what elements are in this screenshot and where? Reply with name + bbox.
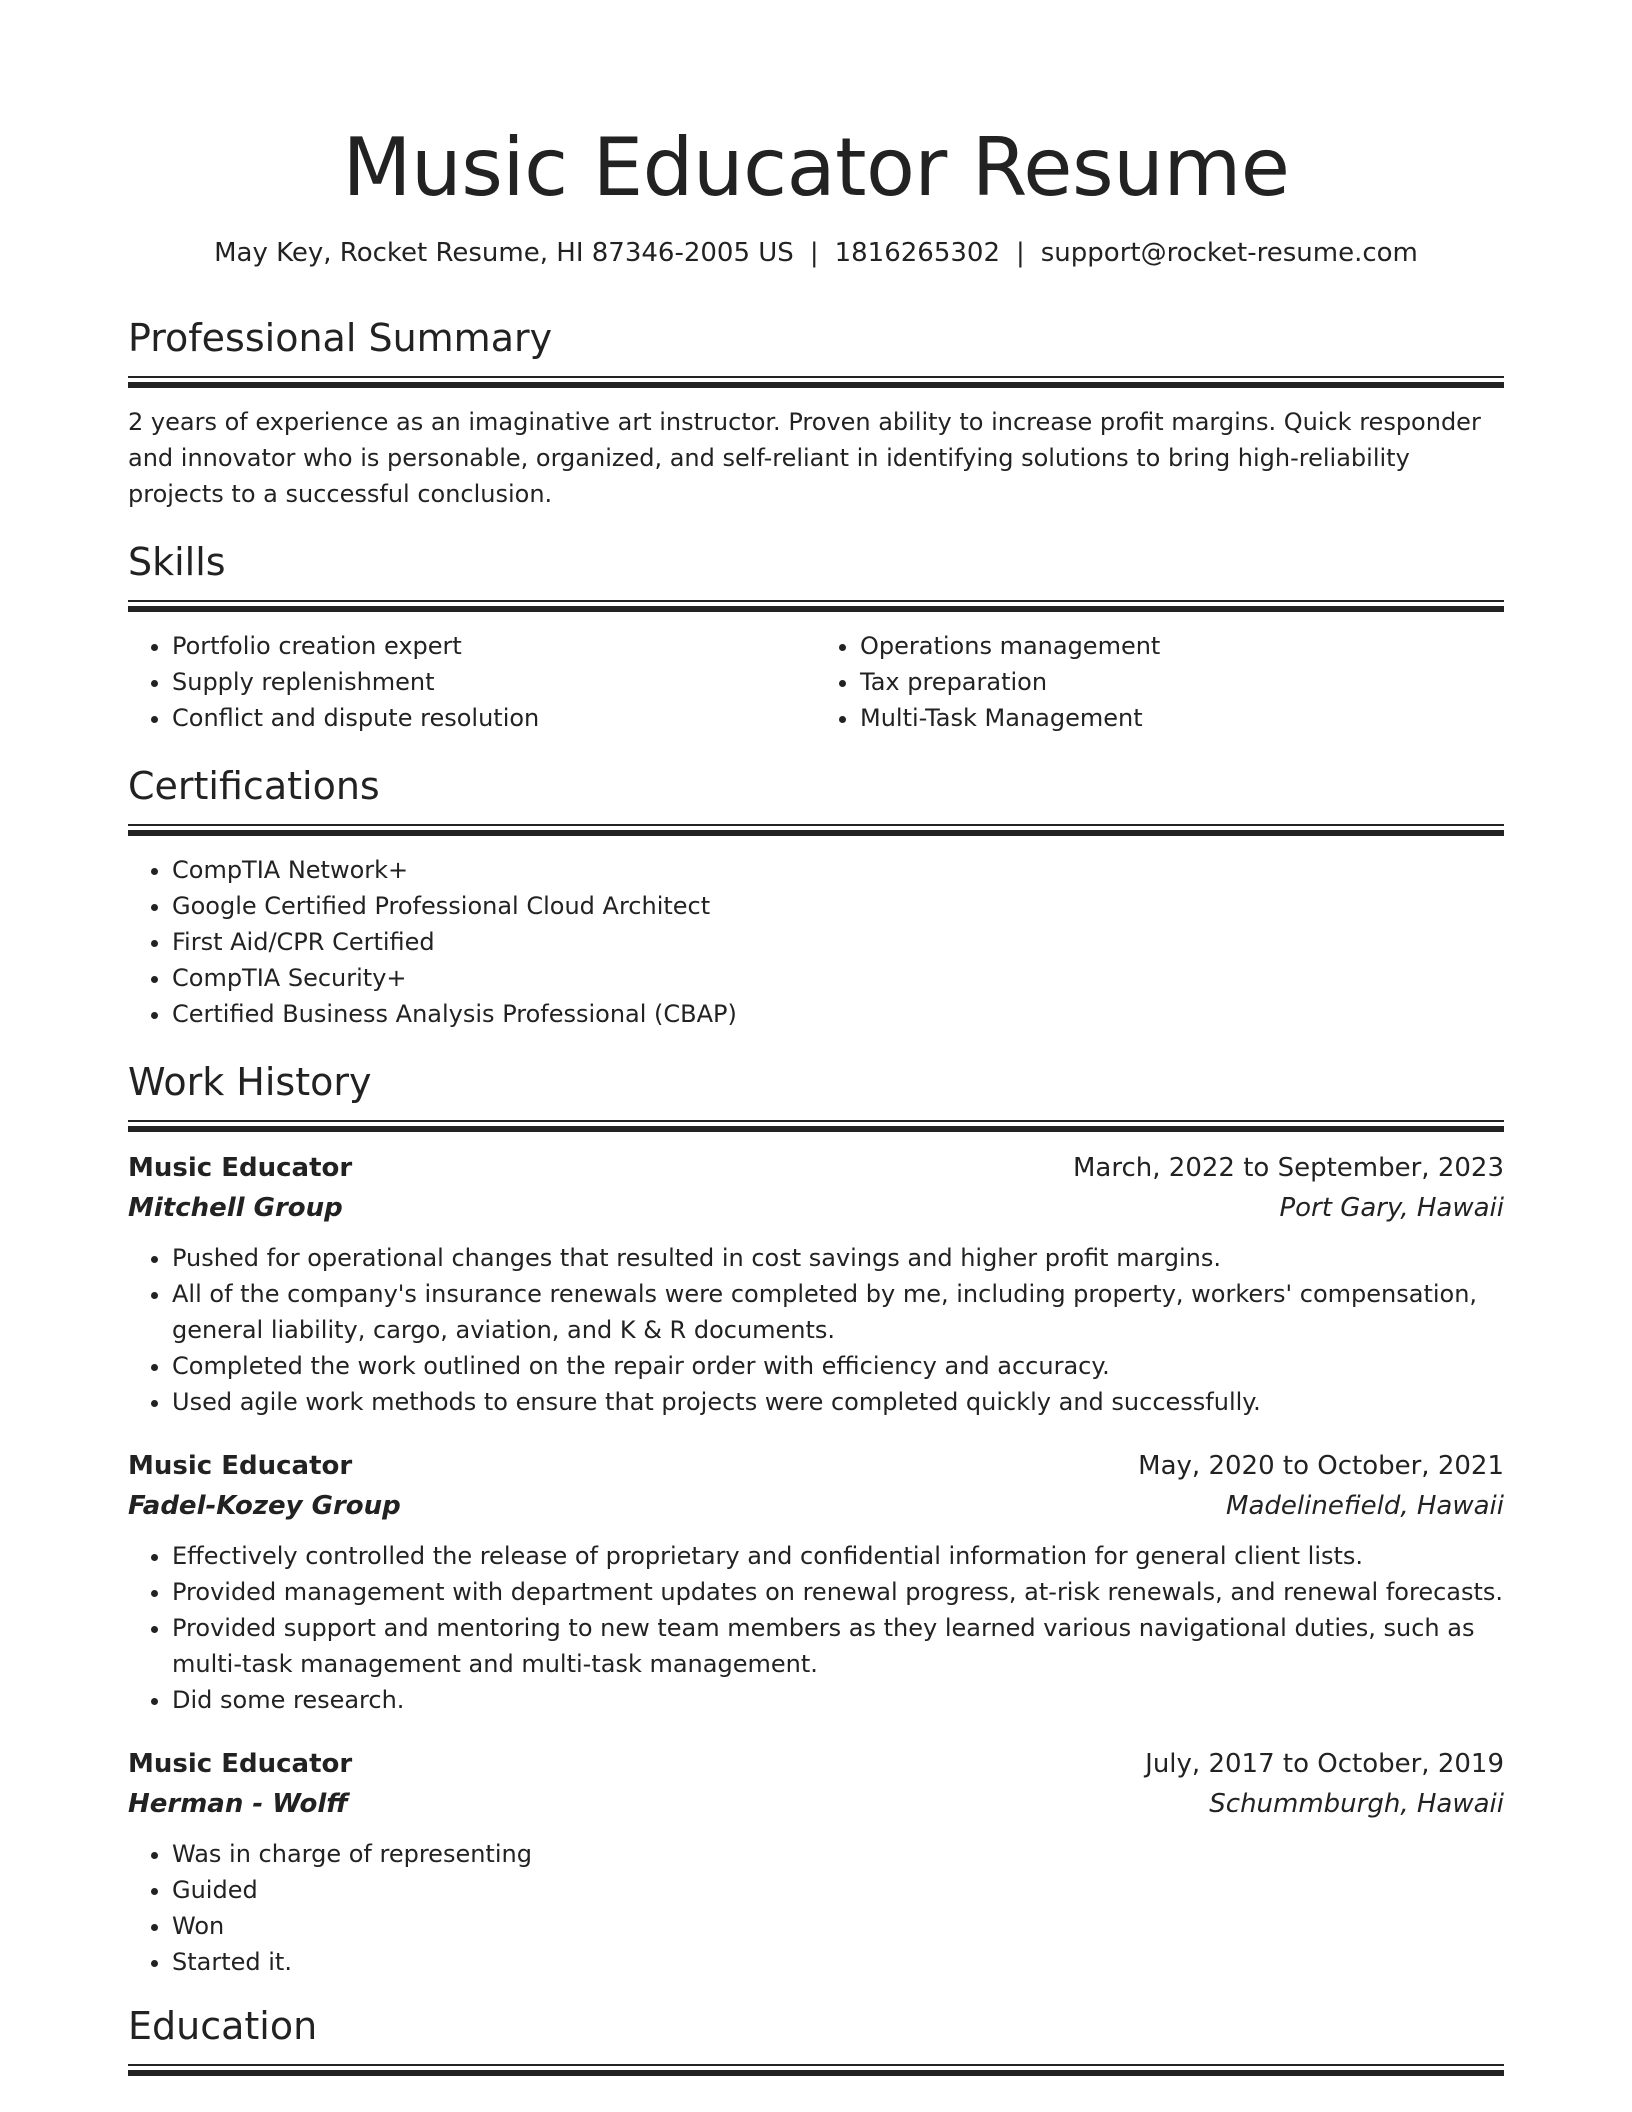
job-dates: July, 2017 to October, 2019: [1145, 1749, 1504, 1779]
contact-address: May Key, Rocket Resume, HI 87346-2005 US: [214, 238, 794, 268]
summary-section: [128, 314, 1504, 512]
job-entry: [128, 1148, 1504, 1420]
skill-item: • Portfolio creation expert: [172, 628, 816, 664]
job-bullet: • Effectively controlled the release of proprietary and confidential information for general client lists.: [172, 1538, 1504, 1574]
section-divider: [128, 1120, 1504, 1132]
job-entry: [128, 1446, 1504, 1718]
certification-item: • CompTIA Security+: [172, 960, 1504, 996]
job-company: Mitchell Group: [128, 1193, 343, 1223]
summary-text: 2 years of experience as an imaginative art instructor. Proven ability to increase profit margins. Quick responder and innovator who is personable, organized, and self-reliant in identifying solutions to bring high-reliability projects to a successful conclusion.: [128, 408, 1481, 508]
job-title: Music Educator: [128, 1451, 353, 1481]
section-heading-work-history: Work History: [128, 1060, 372, 1104]
job-bullet: • Won: [172, 1908, 1504, 1944]
skills-section: [128, 538, 1504, 736]
section-heading-summary: Professional Summary: [128, 316, 553, 360]
job-bullet: • Started it.: [172, 1944, 1504, 1980]
certification-item: • CompTIA Network+: [172, 852, 1504, 888]
job-bullet: • All of the company's insurance renewals were completed by me, including property, workers' compensation, general liability, cargo, aviation, and K & R documents.: [172, 1276, 1504, 1348]
skill-item: • Tax preparation: [860, 664, 1504, 700]
skill-item: • Multi-Task Management: [860, 700, 1504, 736]
resume-title: Music Educator Resume: [342, 121, 1290, 214]
job-bullet: • Did some research.: [172, 1682, 1504, 1718]
job-bullet-list: [128, 1836, 1504, 1980]
skills-list-left: [128, 628, 816, 736]
contact-separator: |: [809, 238, 819, 268]
resume-page: [128, 0, 1504, 2076]
job-bullet: • Guided: [172, 1872, 1504, 1908]
contact-email[interactable]: support@rocket-resume.com: [1040, 238, 1418, 268]
skill-item: • Conflict and dispute resolution: [172, 700, 816, 736]
job-location: Schummburgh, Hawaii: [1209, 1789, 1504, 1819]
section-divider: [128, 376, 1504, 388]
job-bullet: • Pushed for operational changes that resulted in cost savings and higher profit margins.: [172, 1240, 1504, 1276]
section-divider: [128, 2064, 1504, 2076]
skill-item: • Operations management: [860, 628, 1504, 664]
education-section: [128, 2002, 1504, 2076]
job-bullet-list: [128, 1538, 1504, 1718]
job-entry: [128, 1744, 1504, 1980]
skills-columns: [128, 628, 1504, 736]
certification-item: • Certified Business Analysis Professional (CBAP): [172, 996, 1504, 1032]
job-company: Herman - Wolff: [128, 1789, 348, 1819]
certifications-section: [128, 762, 1504, 1032]
job-dates: March, 2022 to September, 2023: [1073, 1153, 1504, 1183]
job-company: Fadel-Kozey Group: [128, 1491, 401, 1521]
job-bullet: • Provided management with department updates on renewal progress, at-risk renewals, and renewal forecasts.: [172, 1574, 1504, 1610]
section-heading-skills: Skills: [128, 540, 226, 584]
certifications-list: [128, 852, 1504, 1032]
job-bullet: • Completed the work outlined on the repair order with efficiency and accuracy.: [172, 1348, 1504, 1384]
section-heading-certifications: Certifications: [128, 764, 380, 808]
contact-phone: 1816265302: [834, 238, 1000, 268]
contact-separator: |: [1016, 238, 1025, 268]
certification-item: • Google Certified Professional Cloud Architect: [172, 888, 1504, 924]
job-header: [128, 1446, 1504, 1486]
section-divider: [128, 824, 1504, 836]
section-divider: [128, 600, 1504, 612]
contact-line: [128, 236, 1504, 270]
job-subheader: [128, 1486, 1504, 1526]
certification-item: • First Aid/CPR Certified: [172, 924, 1504, 960]
job-bullet: • Provided support and mentoring to new team members as they learned various navigational duties, such as multi-task management and multi-task management.: [172, 1610, 1504, 1682]
job-bullet: • Was in charge of representing: [172, 1836, 1504, 1872]
skills-list-right: [816, 628, 1504, 736]
job-title: Music Educator: [128, 1153, 353, 1183]
job-subheader: [128, 1784, 1504, 1824]
work-history-section: [128, 1058, 1504, 1980]
job-title: Music Educator: [128, 1749, 353, 1779]
job-location: Madelinefield, Hawaii: [1226, 1491, 1504, 1521]
job-dates: May, 2020 to October, 2021: [1138, 1451, 1504, 1481]
section-heading-education: Education: [128, 2004, 318, 2048]
job-bullet-list: [128, 1240, 1504, 1420]
job-header: [128, 1148, 1504, 1188]
job-header: [128, 1744, 1504, 1784]
job-bullet: • Used agile work methods to ensure that projects were completed quickly and successfully.: [172, 1384, 1504, 1420]
skill-item: • Supply replenishment: [172, 664, 816, 700]
job-subheader: [128, 1188, 1504, 1228]
job-location: Port Gary, Hawaii: [1279, 1193, 1504, 1223]
